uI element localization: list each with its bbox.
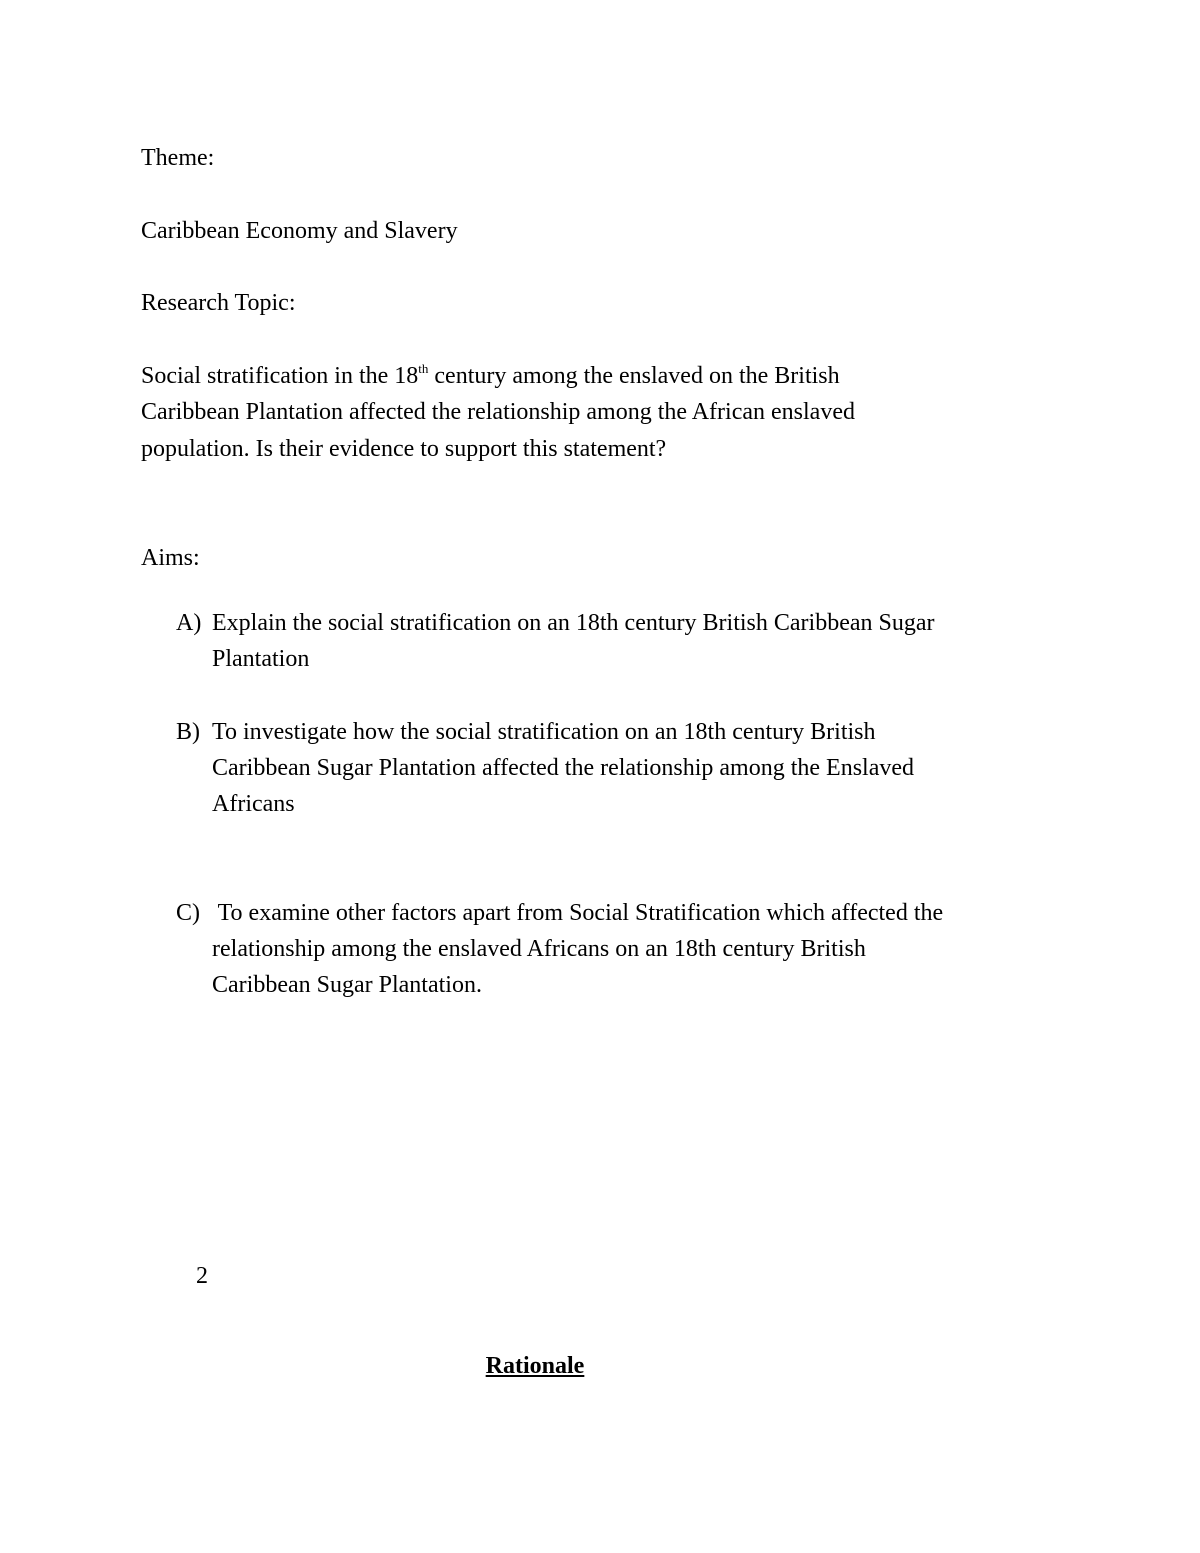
aim-text bbox=[212, 714, 1072, 822]
aim-marker: B) bbox=[176, 719, 200, 745]
aim-marker: C) bbox=[176, 900, 200, 926]
aim-line: Caribbean Sugar Plantation affected the relationship among the Enslaved bbox=[212, 755, 915, 781]
research-topic-line-3: population. Is their evidence to support this statement? bbox=[141, 436, 667, 462]
research-topic-line-1-end: century among the enslaved on the British bbox=[428, 363, 840, 389]
aim-line: Plantation bbox=[212, 646, 310, 672]
theme-value: Caribbean Economy and Slavery bbox=[141, 218, 458, 244]
aim-line: Africans bbox=[212, 791, 295, 817]
aim-text bbox=[212, 895, 1072, 1003]
aim-line: Explain the social stratification on an 18th century British Caribbean Sugar bbox=[212, 610, 935, 636]
aim-marker: A) bbox=[176, 610, 202, 636]
ordinal-superscript: th bbox=[418, 361, 429, 376]
aims-label: Aims: bbox=[141, 545, 200, 571]
aim-line: relationship among the enslaved Africans on an 18th century British bbox=[212, 936, 866, 962]
aim-line: Caribbean Sugar Plantation. bbox=[212, 972, 482, 998]
page-number: 2 bbox=[196, 1263, 208, 1289]
research-topic-label: Research Topic: bbox=[141, 290, 296, 316]
aim-line: To examine other factors apart from Social Stratification which affected the bbox=[212, 900, 944, 926]
rationale-heading: Rationale bbox=[485, 1353, 585, 1379]
theme-label: Theme: bbox=[141, 145, 215, 171]
aim-line: To investigate how the social stratification on an 18th century British bbox=[212, 719, 876, 745]
research-topic-line-1 bbox=[141, 358, 840, 394]
research-topic-line-1-start: Social stratification in the 18 bbox=[141, 363, 419, 389]
research-topic-line-2: Caribbean Plantation affected the relationship among the African enslaved bbox=[141, 399, 855, 425]
aim-text bbox=[212, 605, 1072, 677]
